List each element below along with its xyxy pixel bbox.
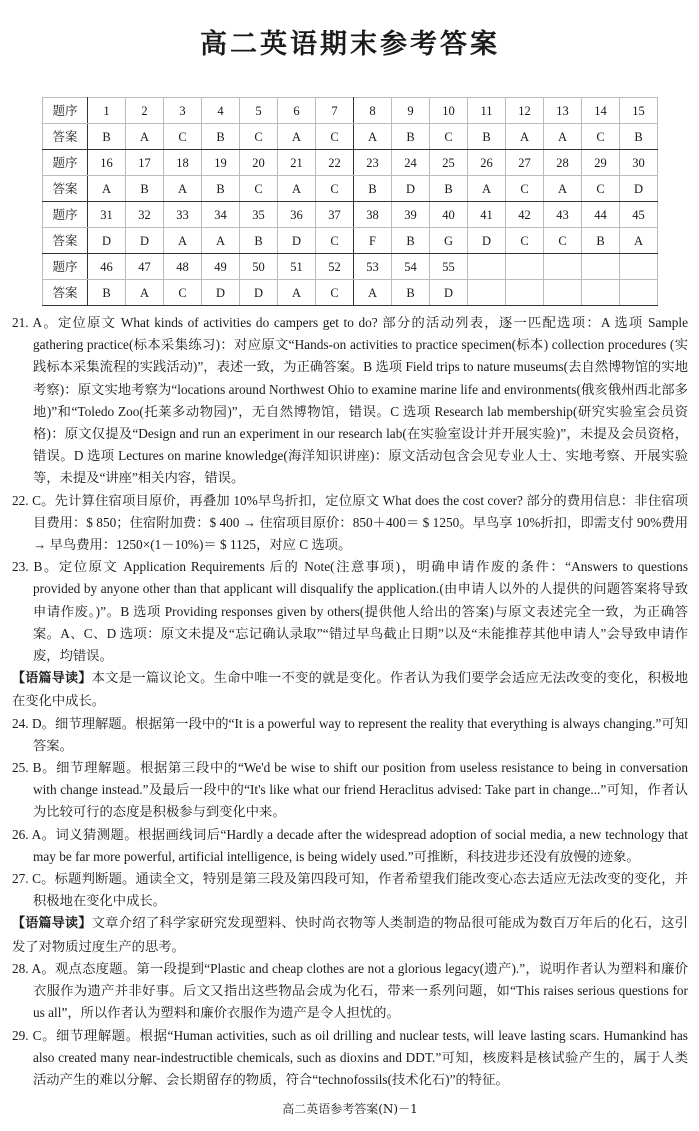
question-number-cell: 45 [620, 202, 658, 228]
answer-cell: B [430, 176, 468, 202]
question-number-cell: 49 [202, 254, 240, 280]
question-number-cell: 39 [392, 202, 430, 228]
question-number-cell: 11 [468, 98, 506, 124]
question-number-row [43, 150, 658, 176]
question-number-cell [468, 254, 506, 280]
question-number-cell: 20 [240, 150, 278, 176]
answer-row [43, 228, 658, 254]
question-number-cell: 46 [88, 254, 126, 280]
answer-explanation: 23. B。定位原文 Application Requirements 后的 Note(注意事项)，明确申请作废的条件：“Answers to questions provided by anyone other than that applicant will disqualify the application.(由申请人以外的人提供的问题答案将导致申请作废。)”。B 选项 Providing responses given by others(提供他人给出的答案)与原文表述完全一致，为正确答案。A、C、D 选项：原文未提及“忘记确认录取”“错过早鸟截止日期”以及“未能推荐其他申请人”会导致申请作废，均错误。 [12, 559, 688, 664]
question-number-cell: 25 [430, 150, 468, 176]
answer-cell: A [354, 124, 392, 150]
answer-cell: C [240, 124, 278, 150]
question-number-cell: 27 [506, 150, 544, 176]
question-number-cell: 40 [430, 202, 468, 228]
question-number-cell: 17 [126, 150, 164, 176]
answer-cell: C [544, 228, 582, 254]
question-number-cell: 24 [392, 150, 430, 176]
row-label: 题序 [43, 254, 88, 280]
question-number-cell: 44 [582, 202, 620, 228]
question-number-cell: 53 [354, 254, 392, 280]
answer-cell: C [164, 124, 202, 150]
answer-cell: B [582, 228, 620, 254]
question-number-cell: 22 [316, 150, 354, 176]
answer-cell: C [582, 124, 620, 150]
question-number-cell: 7 [316, 98, 354, 124]
answer-cell [582, 280, 620, 306]
guide-text: 本文是一篇议论文。生命中唯一不变的就是变化。作者认为我们要学会适应无法改变的变化，积极地在变化中成长。 [12, 670, 688, 709]
answer-row [43, 176, 658, 202]
question-number-cell: 32 [126, 202, 164, 228]
answer-cell: B [88, 124, 126, 150]
question-number-cell: 13 [544, 98, 582, 124]
question-number-cell: 31 [88, 202, 126, 228]
answer-row [43, 280, 658, 306]
question-number-cell: 41 [468, 202, 506, 228]
question-number-cell: 8 [354, 98, 392, 124]
answer-cell: C [316, 176, 354, 202]
question-number-cell: 37 [316, 202, 354, 228]
answer-cell: C [582, 176, 620, 202]
question-number-cell: 19 [202, 150, 240, 176]
passage-guide [12, 912, 688, 957]
page-footer: 高二英语参考答案(N)－1 [282, 1102, 418, 1117]
guide-label: 【语篇导读】 [12, 671, 92, 687]
answer-cell: D [88, 228, 126, 254]
question-number-cell: 3 [164, 98, 202, 124]
answer-cell: D [202, 280, 240, 306]
passage-guide [12, 667, 688, 712]
answer-cell: C [506, 228, 544, 254]
answer-cell: C [506, 176, 544, 202]
row-label: 题序 [43, 202, 88, 228]
answer-cell: A [126, 280, 164, 306]
question-number-cell: 1 [88, 98, 126, 124]
question-number-cell: 10 [430, 98, 468, 124]
answer-explanation: 27. C。标题判断题。通读全文，特别是第三段及第四段可知，作者希望我们能改变心态去适应无法改变的变化，并积极地在变化中成长。 [12, 871, 688, 909]
answer-cell: A [278, 176, 316, 202]
row-label: 题序 [43, 150, 88, 176]
explanations [12, 312, 688, 1091]
answer-cell: D [278, 228, 316, 254]
answer-cell: B [392, 124, 430, 150]
question-number-cell: 5 [240, 98, 278, 124]
answer-cell: B [392, 228, 430, 254]
answer-cell: B [202, 176, 240, 202]
answer-cell: G [430, 228, 468, 254]
question-number-cell: 42 [506, 202, 544, 228]
question-number-cell: 52 [316, 254, 354, 280]
question-number-cell: 6 [278, 98, 316, 124]
answer-cell: C [316, 124, 354, 150]
answer-explanation: 24. D。细节理解题。根据第一段中的“It is a powerful way to represent the reality that everything is always changing.”可知答案。 [12, 715, 688, 753]
answer-cell: B [468, 124, 506, 150]
row-label: 答案 [43, 124, 88, 150]
question-number-cell: 50 [240, 254, 278, 280]
answer-explanation: 28. A。观点态度题。第一段提到“Plastic and cheap clothes are not a glorious legacy(遗产).”，说明作者认为塑料和廉价衣服作为遗产并非好事。后文又指出这些物品会成为化石，带来一系列问题，如“This raises serious questions for us all”，所以作者认为塑料和廉价衣服作为遗产是令人担忧的。 [12, 960, 688, 1021]
question-number-cell: 23 [354, 150, 392, 176]
row-label: 答案 [43, 280, 88, 306]
question-number-cell: 35 [240, 202, 278, 228]
answer-table [42, 97, 658, 306]
question-number-cell: 36 [278, 202, 316, 228]
question-number-cell: 26 [468, 150, 506, 176]
answer-cell: B [240, 228, 278, 254]
question-number-cell [506, 254, 544, 280]
answer-cell [506, 280, 544, 306]
answer-cell: A [164, 176, 202, 202]
page-title: 高二英语期末参考答案 [200, 29, 500, 60]
answer-cell: B [202, 124, 240, 150]
question-number-cell [544, 254, 582, 280]
answer-cell: D [126, 228, 164, 254]
question-number-cell: 34 [202, 202, 240, 228]
answer-cell: D [392, 176, 430, 202]
question-number-cell: 30 [620, 150, 658, 176]
answer-cell: A [202, 228, 240, 254]
question-number-cell: 55 [430, 254, 468, 280]
answer-cell: A [354, 280, 392, 306]
question-number-cell: 33 [164, 202, 202, 228]
answer-cell: D [430, 280, 468, 306]
answer-cell: A [88, 176, 126, 202]
question-number-cell: 9 [392, 98, 430, 124]
question-number-cell: 12 [506, 98, 544, 124]
question-number-cell: 14 [582, 98, 620, 124]
answer-cell: D [620, 176, 658, 202]
answer-cell: C [316, 280, 354, 306]
answer-cell: A [278, 124, 316, 150]
guide-label: 【语篇导读】 [12, 916, 92, 932]
answer-cell: D [240, 280, 278, 306]
answer-cell: B [392, 280, 430, 306]
question-number-cell: 2 [126, 98, 164, 124]
answer-cell: A [506, 124, 544, 150]
question-number-cell: 28 [544, 150, 582, 176]
answer-cell: F [354, 228, 392, 254]
question-number-cell [582, 254, 620, 280]
question-number-row [43, 202, 658, 228]
question-number-cell: 16 [88, 150, 126, 176]
answer-cell: B [620, 124, 658, 150]
answer-explanation: 25. B。细节理解题。根据第三段中的“We'd be wise to shift our position from useless resistance to being in conversation with change instead.”及最后一段中的“It's like what our friend Heraclitus advised: Take part in change...”可知，作者认为比较可行的态度是积极参与到变化中来。 [12, 760, 688, 820]
answer-cell: C [430, 124, 468, 150]
row-label: 题序 [43, 98, 88, 124]
answer-cell: A [544, 124, 582, 150]
answer-cell: A [468, 176, 506, 202]
answer-cell: A [620, 228, 658, 254]
answer-cell: B [126, 176, 164, 202]
answer-cell: B [354, 176, 392, 202]
answer-cell: C [316, 228, 354, 254]
row-label: 答案 [43, 228, 88, 254]
answer-cell: C [240, 176, 278, 202]
answer-explanation: 26. A。词义猜测题。根据画线词后“Hardly a decade after the widespread adoption of social media, a new technology that may be far more powerful, artificial intelligence, is being widely used.”可推断，科技进步还没有放慢的迹象。 [12, 826, 688, 864]
answer-explanation: 21. A。定位原文 What kinds of activities do campers get to do? 部分的活动列表，逐一匹配选项：A 选项 Sample gathering practice(标本采集练习)：对应原文“Hands-on activities to practice specimen(标本) collection procedures (实践标本采集流程的实践活动)”，表述一致，为正确答案。B 选项 Field trips to nature museums(去自然博物馆的实地考察)：原文实地考察为“locations around Northwest Ohio to examine marine life and environments(俄亥俄州西北部多地)”和“Toledo Zoo(托莱多动物园)”，无自然博物馆，错误。C 选项 Research lab membership(研究实验室会员资格)：原文仅提及“Design and run an experiment in our research lab(在实验室设计并开展实验)”，未提及会员资格，错误。D 选项 Lectures on marine knowledge(海洋知识讲座)：原文活动包含会见专业人士、实地考察、开展实验等，未提及“讲座”相关内容，错误。 [12, 315, 688, 486]
question-number-cell: 43 [544, 202, 582, 228]
answer-cell: D [468, 228, 506, 254]
guide-text: 文章介绍了科学家研究发现塑料、快时尚衣物等人类制造的物品很可能成为数百万年后的化石，这引发了对物质过度生产的思考。 [12, 915, 688, 954]
row-label: 答案 [43, 176, 88, 202]
question-number-cell: 21 [278, 150, 316, 176]
answer-cell: A [164, 228, 202, 254]
answer-cell: B [88, 280, 126, 306]
answer-explanation: 29. C。细节理解题。根据“Human activities, such as oil drilling and nuclear tests, will leave lasting scars. Humankind has also created many near-indestructible chemicals, such as dioxins and DDT.”可知，核废料是核试验产生的，属于人类活动产生的难以分解、会长期留存的物质，符合“technofossils(技术化石)”的特征。 [12, 1027, 688, 1087]
answer-cell: C [164, 280, 202, 306]
question-number-cell: 4 [202, 98, 240, 124]
question-number-cell: 38 [354, 202, 392, 228]
question-number-cell: 47 [126, 254, 164, 280]
answer-cell [544, 280, 582, 306]
question-number-row [43, 254, 658, 280]
question-number-cell: 51 [278, 254, 316, 280]
question-number-row [43, 98, 658, 124]
answer-row [43, 124, 658, 150]
question-number-cell: 54 [392, 254, 430, 280]
question-number-cell [620, 254, 658, 280]
answer-explanation: 22. C。先计算住宿项目原价，再叠加 10%早鸟折扣，定位原文 What does the cost cover? 部分的费用信息：非住宿项目费用：$ 850；住宿附加费：$ 400 → 住宿项目原价：850＋400＝ $ 1250。早鸟享 10%折扣，即需支付 90%费用 → 早鸟费用：1250×(1－10%)＝ $ 1125，对应 C 选项。 [12, 492, 688, 553]
answer-cell: A [126, 124, 164, 150]
question-number-cell: 15 [620, 98, 658, 124]
answer-cell: A [278, 280, 316, 306]
question-number-cell: 29 [582, 150, 620, 176]
answer-cell: A [544, 176, 582, 202]
question-number-cell: 18 [164, 150, 202, 176]
answer-cell [468, 280, 506, 306]
question-number-cell: 48 [164, 254, 202, 280]
answer-cell [620, 280, 658, 306]
